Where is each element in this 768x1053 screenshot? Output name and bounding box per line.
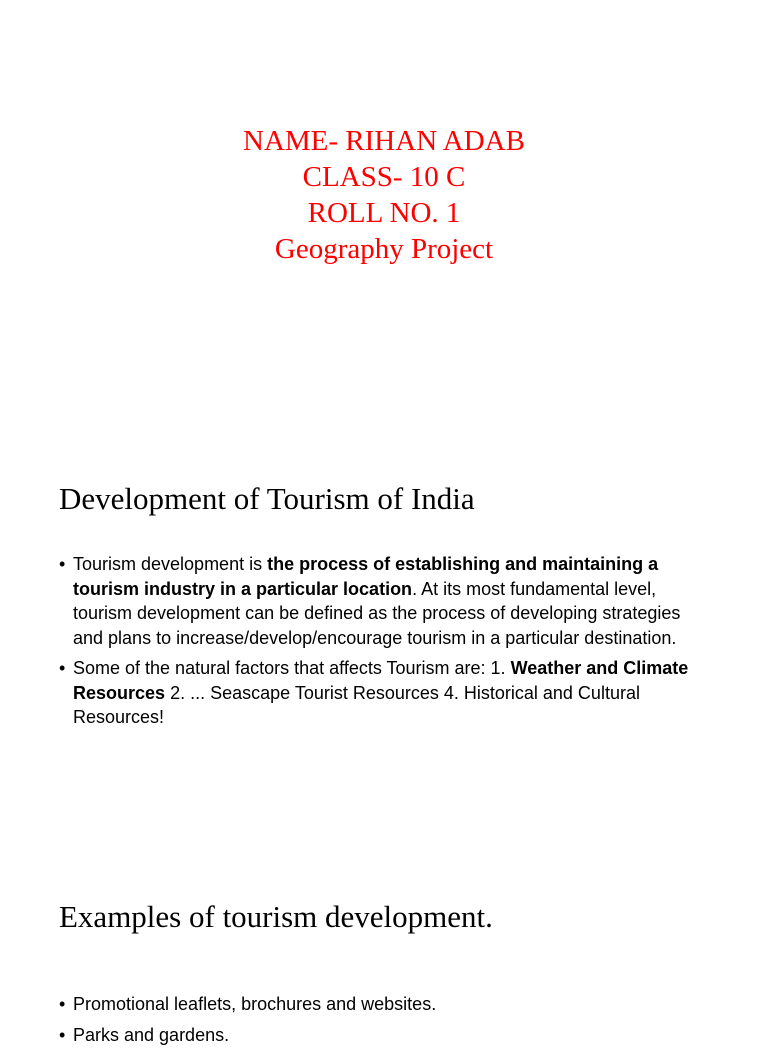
bullet-list bbox=[59, 992, 709, 1053]
examples-slide bbox=[0, 867, 768, 1045]
bullet-icon: • bbox=[59, 658, 66, 678]
student-class: CLASS- 10 C bbox=[302, 161, 466, 193]
list-item bbox=[59, 992, 709, 1017]
bullet-icon: • bbox=[59, 554, 66, 574]
title-block bbox=[0, 123, 768, 267]
list-item bbox=[59, 1023, 709, 1048]
title-slide bbox=[0, 0, 768, 435]
bullet-text-start: Tourism development is bbox=[73, 554, 268, 574]
bullet-list bbox=[59, 552, 709, 736]
bullet-text-start: Some of the natural factors that affects Tourism are: 1. bbox=[73, 658, 511, 678]
bullet-icon: • bbox=[59, 1024, 66, 1045]
slide-heading: Development of Tourism of India bbox=[59, 481, 475, 516]
list-item bbox=[59, 656, 709, 730]
student-name: NAME- RIHAN ADAB bbox=[243, 125, 525, 157]
bullet-text-end: . At its most fundamental level, tourism development can be defined as the process of developing strategies and plans to increase/develop/encourage tourism in a particular destination. bbox=[73, 578, 681, 648]
bullet-icon: • bbox=[59, 994, 66, 1014]
project-title: Geography Project bbox=[274, 233, 494, 265]
bullet-text-end: 2. ... Seascape Tourist Resources 4. Historical and Cultural Resources! bbox=[73, 682, 640, 727]
slide-heading: Examples of tourism development. bbox=[59, 899, 493, 934]
bullet-text-bold: the process of establishing and maintaining a tourism industry in a particular location bbox=[73, 554, 659, 599]
list-item bbox=[59, 552, 709, 650]
development-slide bbox=[0, 435, 768, 867]
bullet-text-bold: Weather and Climate Resources bbox=[73, 658, 689, 703]
bullet-text: Parks and gardens. bbox=[73, 1024, 230, 1045]
student-roll-number: ROLL NO. 1 bbox=[307, 197, 461, 229]
bullet-text: Promotional leaflets, brochures and websites. bbox=[73, 994, 437, 1014]
